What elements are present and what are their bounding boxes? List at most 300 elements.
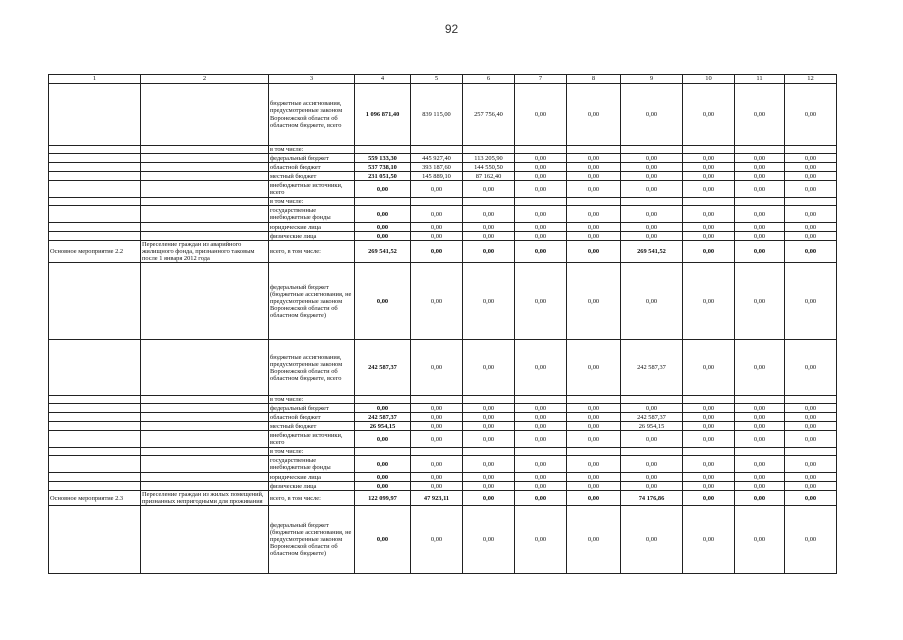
measure-name-cell bbox=[141, 422, 269, 431]
value-cell: 269 541,52 bbox=[621, 241, 683, 263]
value-cell: 0,00 bbox=[621, 154, 683, 163]
measure-name-cell bbox=[141, 163, 269, 172]
value-cell: 0,00 bbox=[515, 413, 567, 422]
measure-name-cell bbox=[141, 154, 269, 163]
value-cell bbox=[735, 198, 785, 206]
value-cell: 0,00 bbox=[515, 404, 567, 413]
funding-source-cell: физические лица bbox=[269, 232, 355, 241]
value-cell: 0,00 bbox=[683, 456, 735, 473]
measure-cell bbox=[49, 482, 141, 491]
value-cell: 0,00 bbox=[735, 263, 785, 340]
measure-name-cell bbox=[141, 232, 269, 241]
measure-cell bbox=[49, 163, 141, 172]
funding-source-cell: в том числе: bbox=[269, 448, 355, 456]
measure-cell bbox=[49, 396, 141, 404]
value-cell: 0,00 bbox=[683, 413, 735, 422]
value-cell: 0,00 bbox=[735, 340, 785, 396]
value-cell: 0,00 bbox=[515, 206, 567, 223]
header-cell: 6 bbox=[463, 75, 515, 84]
value-cell: 144 550,50 bbox=[463, 163, 515, 172]
value-cell bbox=[785, 396, 837, 404]
funding-source-cell: федеральный бюджет (бюджетные ассигнования, не предусмотренные законом Воронежской области об областном бюджете) bbox=[269, 506, 355, 574]
value-cell: 0,00 bbox=[463, 413, 515, 422]
value-cell bbox=[411, 448, 463, 456]
value-cell bbox=[515, 198, 567, 206]
value-cell: 0,00 bbox=[735, 181, 785, 198]
measure-cell bbox=[49, 172, 141, 181]
measure-cell bbox=[49, 473, 141, 482]
funding-source-cell: в том числе: bbox=[269, 198, 355, 206]
value-cell: 0,00 bbox=[355, 482, 411, 491]
value-cell: 0,00 bbox=[785, 154, 837, 163]
measure-name-cell bbox=[141, 340, 269, 396]
value-cell: 0,00 bbox=[621, 163, 683, 172]
funding-source-cell: всего, в том числе: bbox=[269, 491, 355, 506]
value-cell: 0,00 bbox=[463, 340, 515, 396]
table-row bbox=[49, 448, 837, 456]
value-cell: 0,00 bbox=[621, 506, 683, 574]
value-cell: 0,00 bbox=[515, 456, 567, 473]
value-cell: 0,00 bbox=[355, 232, 411, 241]
measure-name-cell bbox=[141, 456, 269, 473]
value-cell bbox=[567, 198, 621, 206]
value-cell: 269 541,52 bbox=[355, 241, 411, 263]
funding-source-cell: в том числе: bbox=[269, 146, 355, 154]
value-cell: 0,00 bbox=[621, 172, 683, 181]
measure-name-cell bbox=[141, 146, 269, 154]
value-cell: 0,00 bbox=[683, 422, 735, 431]
value-cell bbox=[785, 198, 837, 206]
budget-table bbox=[48, 74, 837, 574]
value-cell: 0,00 bbox=[785, 431, 837, 448]
value-cell: 0,00 bbox=[785, 172, 837, 181]
value-cell: 0,00 bbox=[463, 206, 515, 223]
value-cell: 0,00 bbox=[567, 340, 621, 396]
value-cell: 0,00 bbox=[785, 482, 837, 491]
value-cell: 0,00 bbox=[463, 491, 515, 506]
value-cell: 242 587,37 bbox=[621, 340, 683, 396]
value-cell: 0,00 bbox=[411, 473, 463, 482]
table-row bbox=[49, 84, 837, 146]
table-row bbox=[49, 263, 837, 340]
value-cell bbox=[785, 146, 837, 154]
value-cell: 0,00 bbox=[463, 404, 515, 413]
value-cell bbox=[621, 198, 683, 206]
value-cell: 0,00 bbox=[411, 506, 463, 574]
value-cell: 0,00 bbox=[735, 491, 785, 506]
header-cell: 7 bbox=[515, 75, 567, 84]
header-cell: 2 bbox=[141, 75, 269, 84]
value-cell: 0,00 bbox=[785, 422, 837, 431]
value-cell: 0,00 bbox=[735, 163, 785, 172]
value-cell: 0,00 bbox=[515, 172, 567, 181]
value-cell: 242 587,37 bbox=[621, 413, 683, 422]
value-cell: 0,00 bbox=[683, 482, 735, 491]
value-cell: 0,00 bbox=[683, 232, 735, 241]
funding-source-cell: государственные внебюджетные фонды bbox=[269, 456, 355, 473]
value-cell: 0,00 bbox=[735, 422, 785, 431]
value-cell: 0,00 bbox=[785, 232, 837, 241]
table-row bbox=[49, 396, 837, 404]
value-cell: 0,00 bbox=[355, 473, 411, 482]
funding-source-cell: местный бюджет bbox=[269, 172, 355, 181]
value-cell bbox=[355, 146, 411, 154]
table-row bbox=[49, 506, 837, 574]
value-cell: 0,00 bbox=[683, 491, 735, 506]
measure-name-cell bbox=[141, 448, 269, 456]
value-cell: 0,00 bbox=[621, 232, 683, 241]
value-cell: 0,00 bbox=[621, 223, 683, 232]
value-cell: 0,00 bbox=[411, 340, 463, 396]
value-cell: 0,00 bbox=[621, 84, 683, 146]
value-cell: 0,00 bbox=[785, 263, 837, 340]
value-cell: 0,00 bbox=[567, 263, 621, 340]
measure-cell bbox=[49, 84, 141, 146]
value-cell bbox=[463, 396, 515, 404]
value-cell: 0,00 bbox=[463, 422, 515, 431]
table-row bbox=[49, 232, 837, 241]
value-cell: 0,00 bbox=[515, 154, 567, 163]
header-cell: 4 bbox=[355, 75, 411, 84]
measure-cell bbox=[49, 431, 141, 448]
value-cell: 0,00 bbox=[463, 431, 515, 448]
value-cell: 0,00 bbox=[785, 506, 837, 574]
measure-name-cell bbox=[141, 396, 269, 404]
value-cell: 0,00 bbox=[411, 413, 463, 422]
value-cell bbox=[567, 146, 621, 154]
measure-name-cell bbox=[141, 84, 269, 146]
table-row bbox=[49, 404, 837, 413]
table-row bbox=[49, 491, 837, 506]
value-cell: 559 133,30 bbox=[355, 154, 411, 163]
value-cell: 0,00 bbox=[735, 456, 785, 473]
value-cell bbox=[515, 146, 567, 154]
value-cell bbox=[463, 198, 515, 206]
value-cell: 231 051,50 bbox=[355, 172, 411, 181]
value-cell: 0,00 bbox=[785, 206, 837, 223]
table-row bbox=[49, 413, 837, 422]
value-cell: 113 205,90 bbox=[463, 154, 515, 163]
measure-name-cell bbox=[141, 181, 269, 198]
value-cell: 0,00 bbox=[683, 206, 735, 223]
value-cell bbox=[735, 396, 785, 404]
value-cell bbox=[411, 396, 463, 404]
value-cell: 0,00 bbox=[355, 206, 411, 223]
value-cell: 0,00 bbox=[411, 241, 463, 263]
value-cell: 0,00 bbox=[411, 263, 463, 340]
value-cell: 0,00 bbox=[785, 223, 837, 232]
value-cell bbox=[785, 448, 837, 456]
value-cell: 0,00 bbox=[463, 263, 515, 340]
value-cell: 26 954,15 bbox=[621, 422, 683, 431]
value-cell bbox=[463, 448, 515, 456]
value-cell: 0,00 bbox=[515, 263, 567, 340]
measure-cell bbox=[49, 263, 141, 340]
value-cell bbox=[411, 198, 463, 206]
funding-source-cell: физические лица bbox=[269, 482, 355, 491]
table-row bbox=[49, 163, 837, 172]
value-cell: 0,00 bbox=[683, 154, 735, 163]
table-row bbox=[49, 473, 837, 482]
value-cell: 0,00 bbox=[567, 163, 621, 172]
header-cell: 3 bbox=[269, 75, 355, 84]
value-cell: 0,00 bbox=[735, 431, 785, 448]
value-cell: 0,00 bbox=[355, 404, 411, 413]
value-cell: 0,00 bbox=[355, 223, 411, 232]
value-cell: 0,00 bbox=[515, 84, 567, 146]
funding-source-cell: внебюджетные источники, всего bbox=[269, 431, 355, 448]
value-cell: 0,00 bbox=[621, 404, 683, 413]
measure-cell bbox=[49, 232, 141, 241]
value-cell: 0,00 bbox=[683, 241, 735, 263]
table-row bbox=[49, 206, 837, 223]
value-cell: 0,00 bbox=[463, 506, 515, 574]
value-cell: 0,00 bbox=[785, 181, 837, 198]
value-cell: 0,00 bbox=[735, 206, 785, 223]
value-cell: 0,00 bbox=[683, 473, 735, 482]
page-number: 92 bbox=[444, 22, 459, 36]
value-cell bbox=[355, 448, 411, 456]
value-cell: 0,00 bbox=[621, 181, 683, 198]
value-cell: 0,00 bbox=[735, 506, 785, 574]
value-cell: 0,00 bbox=[735, 172, 785, 181]
value-cell bbox=[683, 198, 735, 206]
value-cell: 0,00 bbox=[463, 232, 515, 241]
header-cell: 9 bbox=[621, 75, 683, 84]
value-cell: 26 954,15 bbox=[355, 422, 411, 431]
value-cell: 0,00 bbox=[735, 84, 785, 146]
measure-name-cell: Переселение граждан из жилых помещений, признанных непригодными для проживания bbox=[141, 491, 269, 506]
value-cell: 0,00 bbox=[735, 241, 785, 263]
value-cell: 0,00 bbox=[567, 456, 621, 473]
value-cell: 0,00 bbox=[735, 413, 785, 422]
value-cell: 839 115,00 bbox=[411, 84, 463, 146]
header-cell: 12 bbox=[785, 75, 837, 84]
value-cell: 0,00 bbox=[785, 340, 837, 396]
value-cell: 0,00 bbox=[411, 232, 463, 241]
funding-source-cell: федеральный бюджет bbox=[269, 404, 355, 413]
value-cell: 0,00 bbox=[683, 506, 735, 574]
value-cell: 0,00 bbox=[621, 263, 683, 340]
value-cell: 0,00 bbox=[515, 431, 567, 448]
measure-name-cell bbox=[141, 482, 269, 491]
value-cell bbox=[621, 448, 683, 456]
value-cell: 0,00 bbox=[567, 431, 621, 448]
value-cell: 0,00 bbox=[735, 232, 785, 241]
measure-cell bbox=[49, 448, 141, 456]
value-cell: 0,00 bbox=[463, 473, 515, 482]
table-row bbox=[49, 154, 837, 163]
value-cell: 0,00 bbox=[463, 181, 515, 198]
value-cell bbox=[567, 448, 621, 456]
value-cell: 0,00 bbox=[785, 413, 837, 422]
value-cell: 0,00 bbox=[567, 172, 621, 181]
value-cell: 0,00 bbox=[567, 232, 621, 241]
measure-cell bbox=[49, 206, 141, 223]
value-cell: 0,00 bbox=[785, 491, 837, 506]
value-cell: 0,00 bbox=[411, 456, 463, 473]
value-cell bbox=[515, 448, 567, 456]
value-cell bbox=[355, 396, 411, 404]
table-row bbox=[49, 172, 837, 181]
value-cell: 0,00 bbox=[515, 232, 567, 241]
funding-source-cell: областной бюджет bbox=[269, 163, 355, 172]
value-cell: 0,00 bbox=[515, 473, 567, 482]
value-cell bbox=[567, 396, 621, 404]
value-cell bbox=[735, 146, 785, 154]
measure-name-cell bbox=[141, 172, 269, 181]
value-cell: 87 162,40 bbox=[463, 172, 515, 181]
value-cell: 0,00 bbox=[355, 456, 411, 473]
table-row bbox=[49, 241, 837, 263]
measure-cell bbox=[49, 223, 141, 232]
value-cell: 0,00 bbox=[567, 223, 621, 232]
value-cell: 0,00 bbox=[683, 431, 735, 448]
value-cell: 0,00 bbox=[355, 263, 411, 340]
value-cell: 0,00 bbox=[683, 181, 735, 198]
value-cell: 242 587,37 bbox=[355, 340, 411, 396]
value-cell bbox=[683, 396, 735, 404]
value-cell: 0,00 bbox=[411, 431, 463, 448]
value-cell: 0,00 bbox=[683, 84, 735, 146]
funding-source-cell: федеральный бюджет bbox=[269, 154, 355, 163]
measure-name-cell bbox=[141, 473, 269, 482]
measure-cell: Основное мероприятие 2.2 bbox=[49, 241, 141, 263]
table-row bbox=[49, 223, 837, 232]
funding-source-cell: государственные внебюджетные фонды bbox=[269, 206, 355, 223]
value-cell: 0,00 bbox=[785, 241, 837, 263]
value-cell: 0,00 bbox=[515, 241, 567, 263]
value-cell: 0,00 bbox=[567, 482, 621, 491]
measure-name-cell bbox=[141, 223, 269, 232]
value-cell bbox=[515, 396, 567, 404]
value-cell: 0,00 bbox=[515, 506, 567, 574]
value-cell: 0,00 bbox=[355, 506, 411, 574]
value-cell bbox=[411, 146, 463, 154]
value-cell: 0,00 bbox=[515, 340, 567, 396]
value-cell: 0,00 bbox=[683, 172, 735, 181]
value-cell: 0,00 bbox=[785, 84, 837, 146]
value-cell: 0,00 bbox=[411, 206, 463, 223]
value-cell: 0,00 bbox=[567, 241, 621, 263]
header-cell: 5 bbox=[411, 75, 463, 84]
value-cell: 0,00 bbox=[735, 404, 785, 413]
measure-name-cell bbox=[141, 263, 269, 340]
value-cell: 0,00 bbox=[411, 404, 463, 413]
value-cell: 0,00 bbox=[515, 422, 567, 431]
value-cell: 1 096 871,40 bbox=[355, 84, 411, 146]
header-cell: 8 bbox=[567, 75, 621, 84]
value-cell: 0,00 bbox=[411, 482, 463, 491]
value-cell: 0,00 bbox=[567, 491, 621, 506]
value-cell: 0,00 bbox=[621, 206, 683, 223]
value-cell: 0,00 bbox=[785, 456, 837, 473]
value-cell: 0,00 bbox=[683, 223, 735, 232]
measure-name-cell bbox=[141, 404, 269, 413]
value-cell: 0,00 bbox=[621, 456, 683, 473]
value-cell: 0,00 bbox=[411, 422, 463, 431]
value-cell: 0,00 bbox=[463, 456, 515, 473]
value-cell bbox=[621, 146, 683, 154]
funding-source-cell: юридические лица bbox=[269, 223, 355, 232]
value-cell: 47 923,11 bbox=[411, 491, 463, 506]
value-cell: 0,00 bbox=[567, 404, 621, 413]
value-cell bbox=[355, 198, 411, 206]
measure-cell bbox=[49, 506, 141, 574]
value-cell: 0,00 bbox=[515, 223, 567, 232]
funding-source-cell: внебюджетные источники, всего bbox=[269, 181, 355, 198]
value-cell: 0,00 bbox=[567, 206, 621, 223]
value-cell bbox=[621, 396, 683, 404]
table-row bbox=[49, 181, 837, 198]
measure-cell bbox=[49, 413, 141, 422]
measure-cell bbox=[49, 146, 141, 154]
value-cell: 0,00 bbox=[683, 340, 735, 396]
value-cell: 0,00 bbox=[567, 422, 621, 431]
value-cell: 257 756,40 bbox=[463, 84, 515, 146]
value-cell: 0,00 bbox=[683, 404, 735, 413]
value-cell: 0,00 bbox=[463, 482, 515, 491]
value-cell: 0,00 bbox=[735, 482, 785, 491]
measure-name-cell bbox=[141, 506, 269, 574]
measure-name-cell bbox=[141, 431, 269, 448]
value-cell: 0,00 bbox=[515, 491, 567, 506]
funding-source-cell: юридические лица bbox=[269, 473, 355, 482]
value-cell: 0,00 bbox=[463, 241, 515, 263]
measure-cell bbox=[49, 154, 141, 163]
value-cell bbox=[683, 448, 735, 456]
value-cell: 0,00 bbox=[567, 506, 621, 574]
value-cell: 0,00 bbox=[735, 223, 785, 232]
table-row bbox=[49, 431, 837, 448]
value-cell: 0,00 bbox=[567, 84, 621, 146]
table-row bbox=[49, 422, 837, 431]
header-row bbox=[49, 75, 837, 84]
value-cell: 0,00 bbox=[621, 473, 683, 482]
table-row bbox=[49, 456, 837, 473]
value-cell: 0,00 bbox=[567, 473, 621, 482]
value-cell: 0,00 bbox=[411, 223, 463, 232]
value-cell bbox=[463, 146, 515, 154]
value-cell: 445 927,40 bbox=[411, 154, 463, 163]
funding-source-cell: в том числе: bbox=[269, 396, 355, 404]
value-cell: 0,00 bbox=[735, 473, 785, 482]
measure-cell: Основное мероприятие 2.3 bbox=[49, 491, 141, 506]
funding-source-cell: областной бюджет bbox=[269, 413, 355, 422]
measure-cell bbox=[49, 422, 141, 431]
value-cell: 0,00 bbox=[785, 404, 837, 413]
value-cell: 0,00 bbox=[355, 181, 411, 198]
value-cell: 393 187,60 bbox=[411, 163, 463, 172]
table-row bbox=[49, 482, 837, 491]
value-cell: 145 889,10 bbox=[411, 172, 463, 181]
value-cell: 0,00 bbox=[785, 473, 837, 482]
value-cell: 0,00 bbox=[683, 263, 735, 340]
header-cell: 1 bbox=[49, 75, 141, 84]
measure-name-cell bbox=[141, 198, 269, 206]
value-cell: 0,00 bbox=[567, 413, 621, 422]
value-cell: 0,00 bbox=[463, 223, 515, 232]
value-cell: 0,00 bbox=[683, 163, 735, 172]
measure-cell bbox=[49, 456, 141, 473]
value-cell: 0,00 bbox=[785, 163, 837, 172]
table-row bbox=[49, 340, 837, 396]
funding-source-cell: всего, в том числе: bbox=[269, 241, 355, 263]
measure-cell bbox=[49, 404, 141, 413]
value-cell: 0,00 bbox=[355, 431, 411, 448]
value-cell: 0,00 bbox=[411, 181, 463, 198]
value-cell: 0,00 bbox=[567, 181, 621, 198]
